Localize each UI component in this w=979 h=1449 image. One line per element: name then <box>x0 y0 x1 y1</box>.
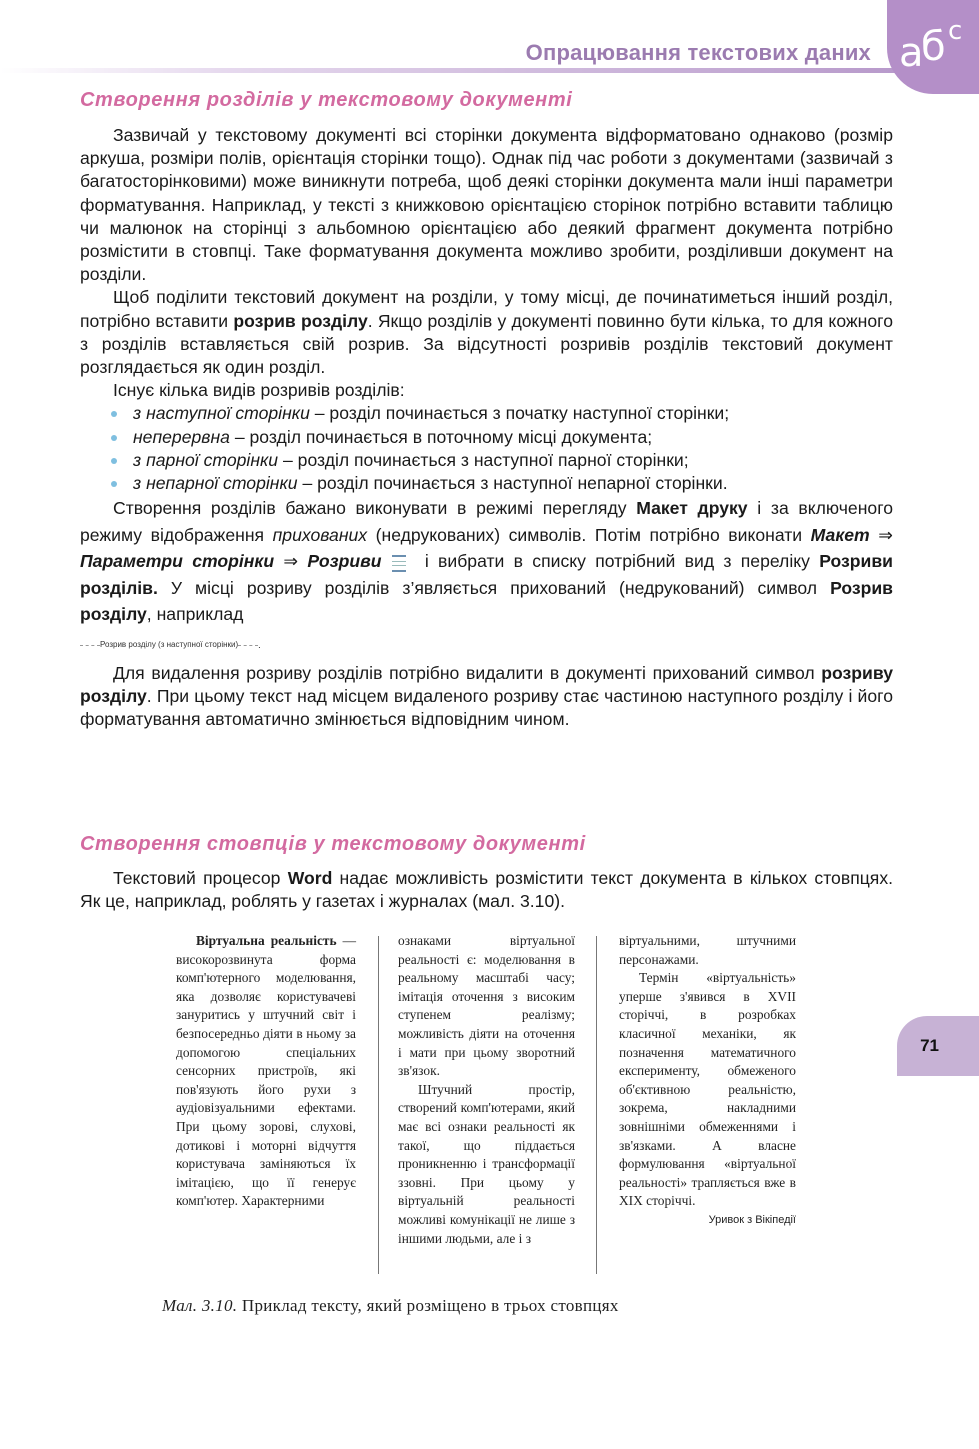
chapter-title: Опрацювання текстових даних <box>525 40 871 65</box>
section-columns-body <box>80 867 893 913</box>
paragraph: Щоб поділити текстовий документ на розділи, у тому місці, де починатиметься інший розділ, потрібно вставити розрив розділу. Якщо розділів у документі повинно бути кілька, то для кожного з розділів вставляється свій розрив. За відсутності розривів розділів текстовий документ розглядається як один розділ. <box>80 287 893 378</box>
three-column-figure <box>176 932 806 1274</box>
breaks-icon <box>388 551 410 575</box>
list-item: з парної сторінки – розділ починається з наступної парної сторінки; <box>80 449 893 472</box>
paragraph: Текстовий процесор Word надає можливість розмістити текст документа в кількох стовпцях. Як це, наприклад, роблять у газетах і журналах (мал. 3.10). <box>80 868 894 912</box>
paragraph: Для видалення розриву розділів потрібно видалити в документі прихований символ розриву розділу. При цьому текст над місцем видаленого розриву стає частиною наступного розділу і його форматування автоматично змінюється відповідним чином. <box>80 662 893 730</box>
figure-column-1: Віртуальна реальність — високорозвинута форма комп'ютерного моделювання, яка дозволяє користувачеві зануритись у штучний світ і безпосередньо діяти в ньому за допомогою спеціальних сенсорних пристроїв, які пов'язують його рухи з аудіовізуальними ефектами. При цьому зорові, слухові, дотикові і моторні відчуття користувача заміняються їх імітацією, що її генерує комп'ютер. Характерними <box>176 933 356 1209</box>
column-divider <box>596 936 597 1274</box>
figure-caption: Мал. 3.10. Приклад тексту, який розміщено в трьох стовпцях <box>162 1296 619 1315</box>
paragraph: Створення розділів бажано виконувати в режимі перегляду Макет друку і за включеного режиму відображення прихованих (недрукованих) символів. Потім потрібно виконати Макет ⇒ Параметри сторінки ⇒ Розриви і вибрати в списку потрібний вид з переліку Розриви розділів. У місці розриву розділів з’являється прихований (недрукований) символ Розрив розділу, наприклад <box>80 498 894 625</box>
section-title-columns: Створення стовпців у текстовому документі <box>80 833 586 855</box>
paragraph: Зазвичай у текстовому документі всі сторінки документа відформатовано однаково (розмір аркуша, розміри полів, орієнтація сторінки тощо). Однак під час роботи з документами (зазвичай з багатосторінковими) може виникнути потреба, щоб деякі сторінки документа мали інші параметри форматування. Наприклад, у тексті з книжковою орієнтацією сторінок потрібно вставити таблицю чи малюнок на сторінці з альбомною орієнтацією або деякий фрагмент документа потрібно розмістити в стовпці. Таке форматування документа можливо зробити, розділивши документ на розділи. <box>80 125 893 285</box>
list-item: з непарної сторінки – розділ починається з наступної непарної сторінки. <box>80 472 893 495</box>
figure-column-2: ознаками віртуальної реальності є: моделювання в реальному масштабі часу; імітація оточення з високим ступенем реалізму; можливість діяти на оточення і мати при цьому зворотний зв'язок. Штучний простір, створений комп'ютерами, який має всі ознаки реальності як такої, що піддається проникненню і трансформації ззовні. При цьому у віртуальній реальності можливі комунікації не лише з іншими людьми, але і з <box>398 933 575 1246</box>
section-break-symbol: Розрив розділу (з наступної сторінки) . <box>80 628 893 662</box>
list-item: неперервна – розділ починається в поточному місці документа; <box>80 426 893 449</box>
page-number: 71 <box>920 1036 939 1055</box>
section-title-sections: Створення розділів у текстовому документі <box>80 89 573 111</box>
figure-source: Уривок з Вікіпедії <box>708 1213 796 1226</box>
abc-logo: а б с <box>887 0 979 94</box>
break-types-list <box>80 402 893 495</box>
list-item: з наступної сторінки – розділ починається з початку наступної сторінки; <box>80 402 893 425</box>
section-sections-body <box>80 124 893 731</box>
column-divider <box>378 936 379 1274</box>
header-line <box>0 68 895 73</box>
paragraph: Існує кілька видів розривів розділів: <box>113 380 405 401</box>
figure-column-3: віртуальними, штучними персонажами. Термін «віртуальність» уперше з'явився в XVII сторіччі, в розробках класичної механіки, як позначення математичного експерименту, обмеженого об'єктивною реальністю, зокрема, накладними зовнішніми обмеженнями і зв'язками. А власне формулювання «віртуальної реальності» трапляється вже в XIX сторіччі. Уривок з Вікіпедії <box>619 932 796 1230</box>
